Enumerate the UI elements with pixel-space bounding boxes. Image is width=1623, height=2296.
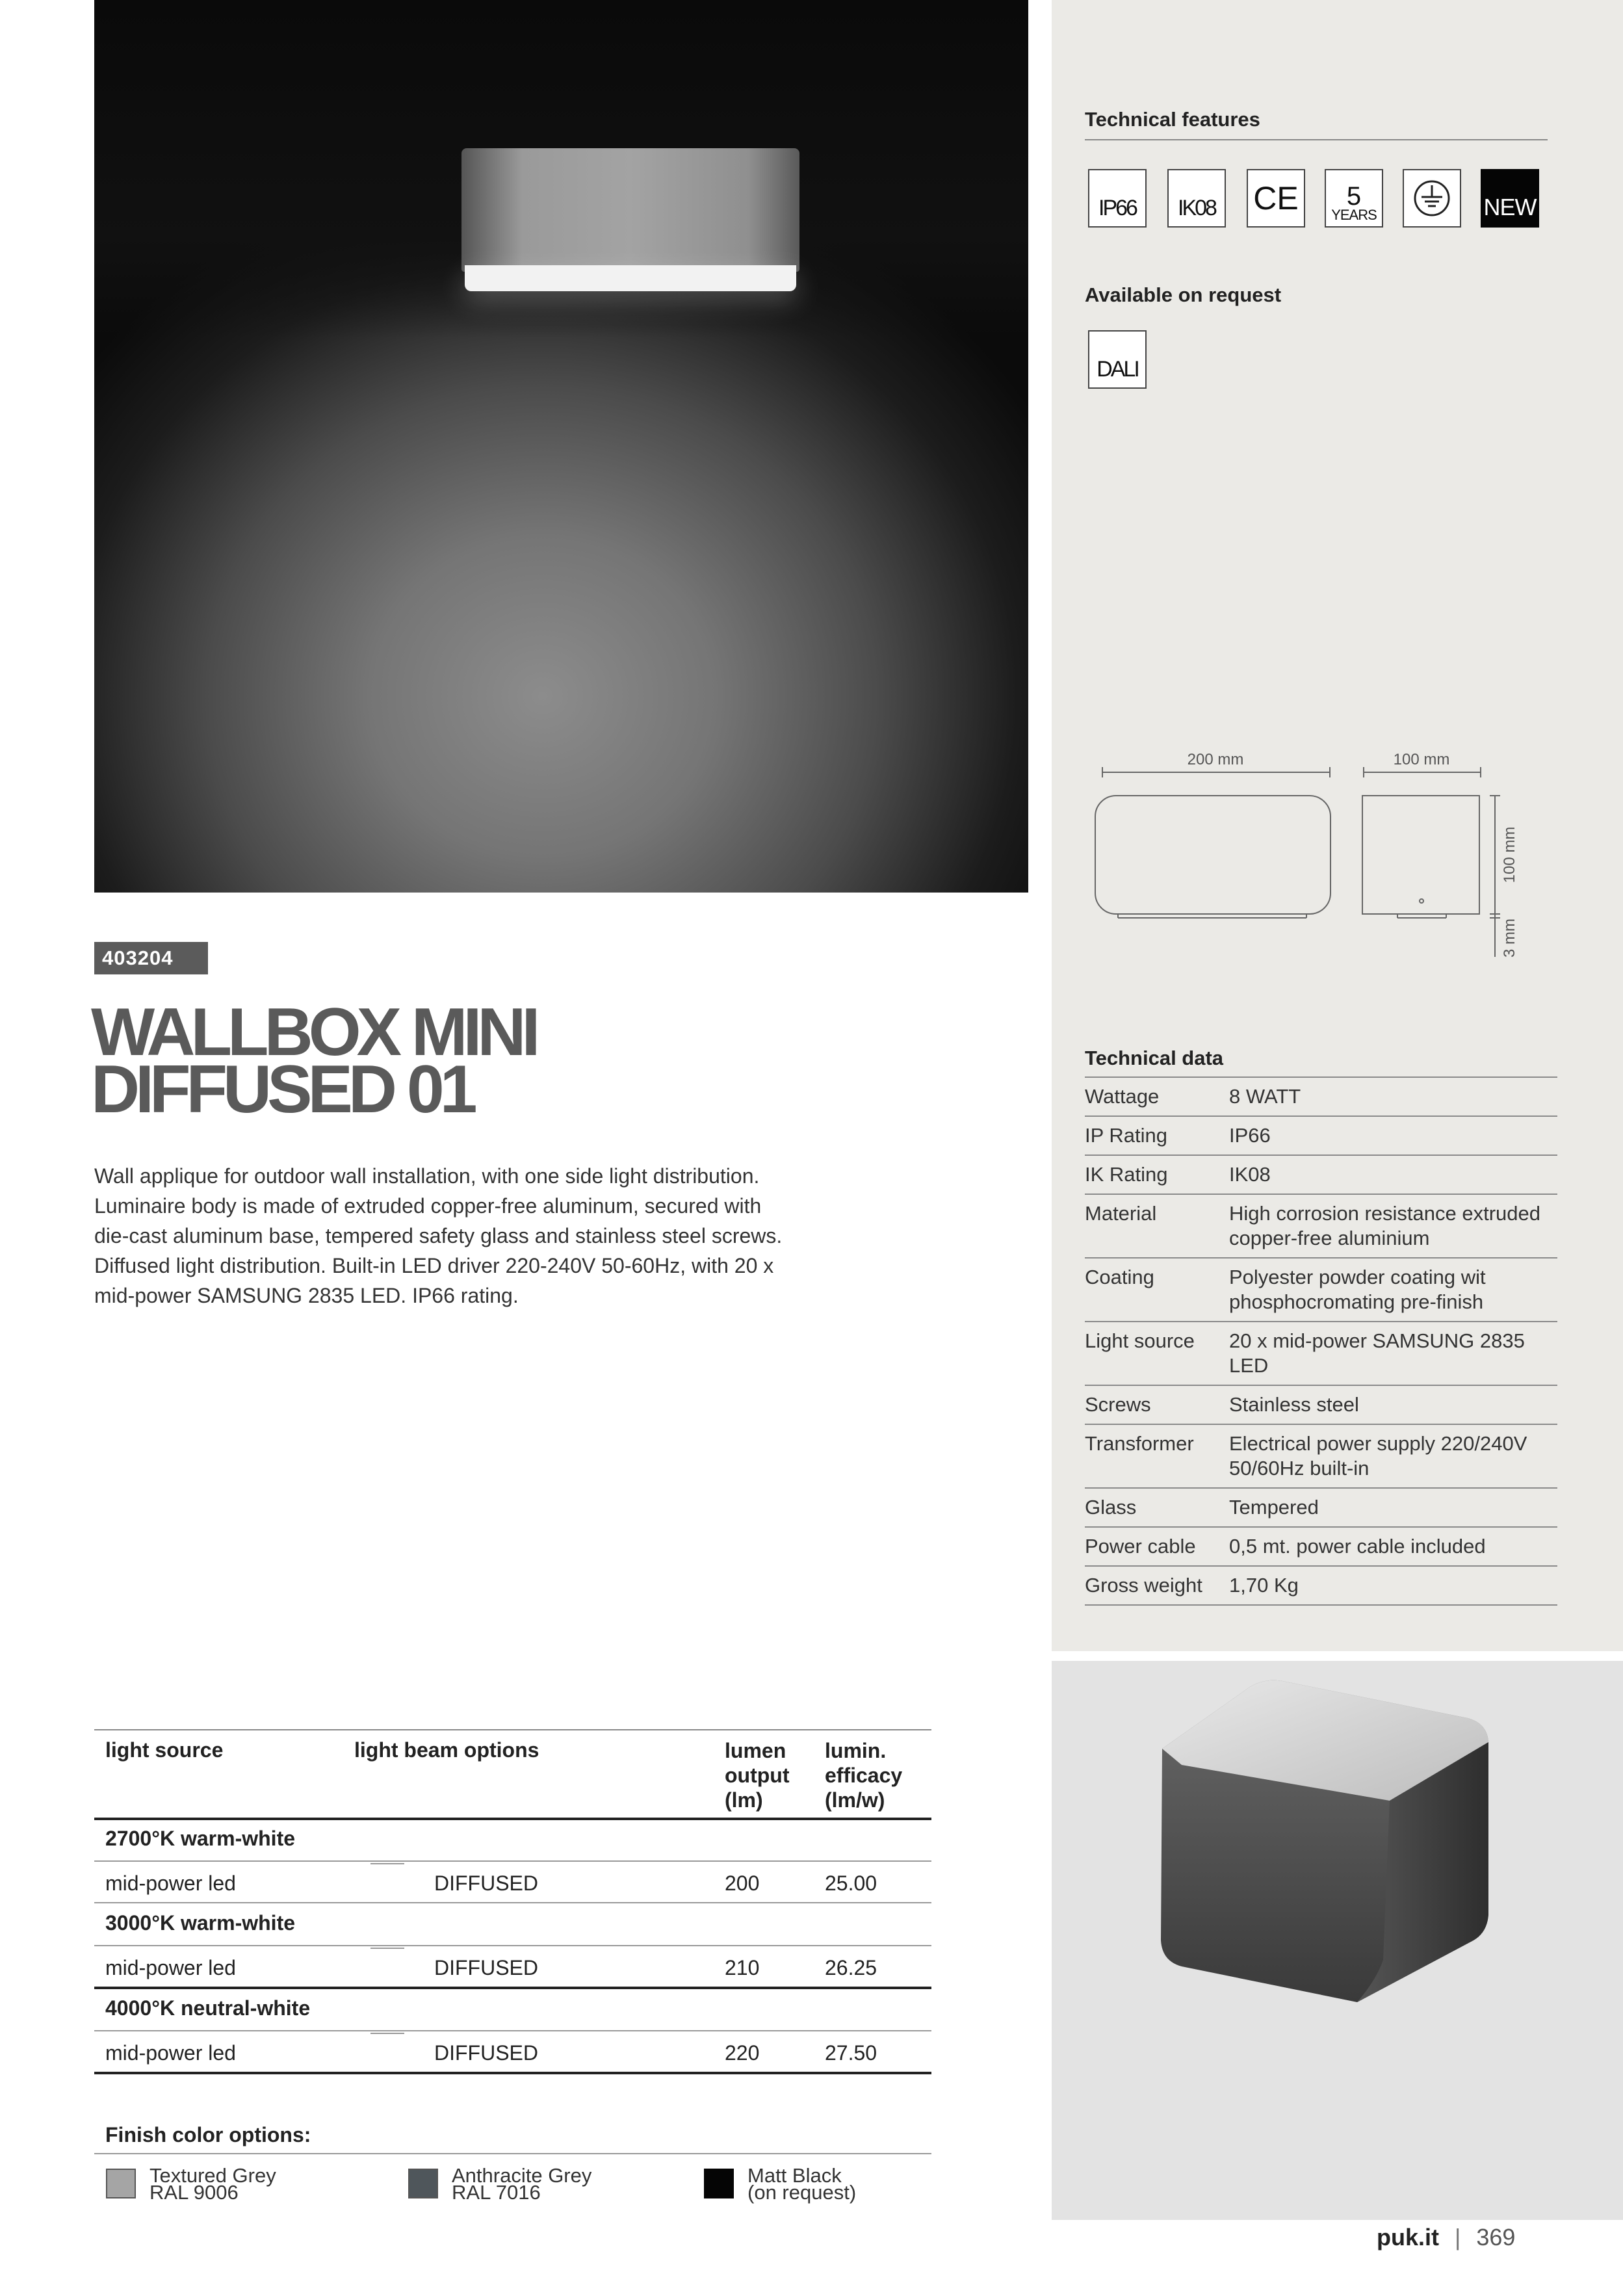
finish-name: Textured Grey — [149, 2164, 276, 2187]
product-title-line2: DIFFUSED 01 — [91, 1052, 473, 1127]
group-heading: 3000°K warm-white — [105, 1911, 296, 1935]
site-name: puk.it — [1377, 2224, 1439, 2250]
product-code: 403204 — [94, 942, 208, 974]
table-row: IK Rating IK08 — [1085, 1156, 1557, 1195]
height-dimension-label: 100 mm — [1501, 826, 1518, 883]
product-photo — [94, 0, 1028, 893]
earth-ground-icon — [1403, 169, 1461, 228]
finish-heading: Finish color options: — [105, 2123, 311, 2146]
table-row-beam: DIFFUSED — [434, 2041, 538, 2065]
table-row-efficacy: 25.00 — [825, 1872, 877, 1895]
depth-dimension-label: 100 mm — [1393, 751, 1450, 768]
finish-code: (on request) — [747, 2181, 857, 2204]
table-row-efficacy: 26.25 — [825, 1956, 877, 1979]
table-row: Power cable 0,5 mt. power cable included — [1085, 1528, 1557, 1567]
table-row-lumen: 220 — [725, 2041, 760, 2065]
product-title-line1: WALLBOX MINI — [91, 995, 536, 1070]
finish-code: RAL 9006 — [149, 2181, 239, 2204]
table-row: Material High corrosion resistance extruded copper-free aluminium — [1085, 1195, 1557, 1259]
page-footer: puk.it | 369 — [1377, 2224, 1516, 2250]
beam-icon — [370, 1948, 404, 1953]
table-row-beam: DIFFUSED — [434, 1956, 538, 1979]
col-beam-options: light beam options — [354, 1738, 539, 1762]
group-heading: 4000°K neutral-white — [105, 1996, 311, 2020]
table-row: Screws Stainless steel — [1085, 1386, 1557, 1425]
matt-black-swatch — [704, 2169, 734, 2198]
anthracite-grey-swatch — [408, 2169, 438, 2198]
table-row: Light source 20 x mid-power SAMSUNG 2835 LED — [1085, 1322, 1557, 1386]
col-light-source: light source — [105, 1738, 224, 1762]
table-row: IP Rating IP66 — [1085, 1117, 1557, 1156]
table-row-beam: DIFFUSED — [434, 1872, 538, 1895]
table-row-source: mid-power led — [105, 1956, 236, 1979]
lamp-body — [461, 148, 799, 272]
table-row-source: mid-power led — [105, 1872, 236, 1895]
beam-icon — [370, 2033, 404, 2038]
table-row-lumen: 200 — [725, 1872, 760, 1895]
group-heading: 2700°K warm-white — [105, 1827, 296, 1850]
technical-data-table — [1085, 1076, 1557, 1606]
table-row: Coating Polyester powder coating wit phosphocromating pre-finish — [1085, 1259, 1557, 1322]
new-badge-icon: NEW — [1481, 169, 1539, 228]
lamp-light — [465, 265, 796, 291]
ik08-badge-icon: IK08 — [1167, 169, 1226, 228]
textured-grey-swatch — [106, 2169, 136, 2198]
table-row: Transformer Electrical power supply 220/240V 50/60Hz built-in — [1085, 1425, 1557, 1489]
table-row-source: mid-power led — [105, 2041, 236, 2065]
page-number: 369 — [1476, 2224, 1516, 2250]
finish-name: Anthracite Grey — [452, 2164, 592, 2187]
col-lumen-output: lumen output (lm) — [725, 1739, 790, 1812]
product-render — [1052, 1661, 1623, 2220]
product-description: Wall applique for outdoor wall installation, with one side light distribution. Luminaire body is made of extruded copper-free aluminum, secured with die-cast aluminum base, tempered safety glass and stainless steel screws. Diffused light distribution. Built-in LED driver 220-240V 50-60Hz, with 20 x mid-power SAMSUNG 2835 LED. IP66 rating. — [94, 1164, 783, 1307]
table-row-efficacy: 27.50 — [825, 2041, 877, 2065]
technical-features-heading: Technical features — [1085, 108, 1260, 131]
technical-data-heading: Technical data — [1085, 1047, 1224, 1069]
col-efficacy: lumin. efficacy (lm/w) — [825, 1739, 903, 1812]
finish-name: Matt Black — [747, 2164, 842, 2187]
finish-code: RAL 7016 — [452, 2181, 541, 2204]
table-row: Wattage 8 WATT — [1085, 1078, 1557, 1117]
ip66-badge-icon: IP66 — [1088, 169, 1147, 228]
dimension-drawing — [1079, 741, 1573, 975]
ce-mark-icon: CE — [1247, 169, 1305, 228]
warranty-5-years-icon: 5 YEARS — [1325, 169, 1383, 228]
beam-icon — [370, 1863, 404, 1868]
gap-dimension-label: 3 mm — [1501, 919, 1518, 958]
dali-badge-icon: DALI — [1088, 330, 1147, 389]
table-row-lumen: 210 — [725, 1956, 760, 1979]
table-row: Glass Tempered — [1085, 1489, 1557, 1528]
table-row: Gross weight 1,70 Kg — [1085, 1567, 1557, 1606]
width-dimension-label: 200 mm — [1187, 751, 1244, 768]
available-on-request-heading: Available on request — [1085, 283, 1282, 306]
